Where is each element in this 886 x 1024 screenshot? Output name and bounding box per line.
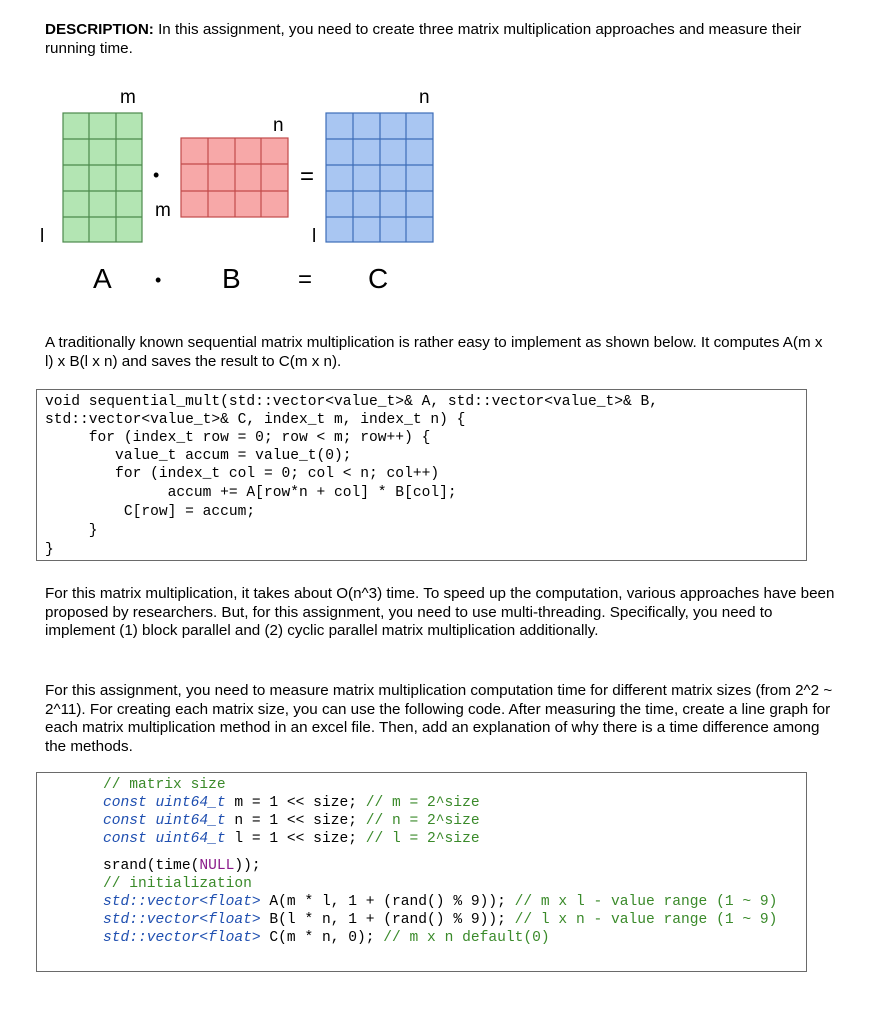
code-line: C[row] = accum; [45,504,256,520]
matrix-a-fill [63,113,142,242]
code-line [103,911,777,929]
sequential-code-block [36,389,807,561]
code-type: <float> [199,894,261,910]
code-comment: // matrix size [103,777,226,793]
code-line [103,812,480,830]
code-keyword: std::vector [103,912,200,928]
matrix-a-grid [62,112,144,244]
code-keyword: std::vector [103,894,200,910]
equation-equals-symbol: = [298,266,313,293]
code-comment: // n = 2^size [365,813,480,829]
code-type: <float> [199,912,261,928]
code-comment: // l = 2^size [365,831,480,847]
matrix-c-name: C [368,263,389,294]
code-comment: // m = 2^size [365,795,480,811]
measurement-paragraph: For this assignment, you need to measure matrix multiplication computation time for different matrix sizes (from 2^2 ~ 2^11). For creating each matrix size, you can use the following code. After measuring the time, create a line graph for each matrix multiplication method in an excel file. Then, add an explanation of why there is a time difference among the methods. [45,682,833,755]
matrix-c-grid [325,112,435,244]
code-macro: NULL [199,858,235,874]
intro-paragraph: A traditionally known sequential matrix multiplication is rather easy to implement as shown below. It computes A(m x l) x B(l x n) and saves the result to C(m x n). [45,334,823,370]
code-line: for (index_t col = 0; col < n; col++) [45,466,440,482]
code-keyword: const uint64_t [103,813,226,829]
code-keyword: const uint64_t [103,795,226,811]
code-text: C(m * n, 0); [260,930,384,946]
equation-dot-symbol: • [155,270,162,290]
code-line: } [45,523,98,539]
matrix-a-top-label: m [120,87,136,108]
code-text: A(m * l, 1 + (rand() % 9)); [260,894,515,910]
matrix-b-grid [180,137,290,219]
code-line: value_t accum = value_t(0); [45,448,352,464]
matrix-c-top-label: n [419,87,430,108]
code-comment: // m x l - value range (1 ~ 9) [514,894,778,910]
complexity-paragraph: For this matrix multiplication, it takes about O(n^3) time. To speed up the computation, various approaches have been proposed by researchers. But, for this assignment, you need to use multi-threading. Specifically, you need to implement (1) block parallel and (2) cyclic parallel matrix multiplication additionally. [45,585,835,639]
matrix-a-side-label: l [40,226,45,247]
code-keyword: std::vector [103,930,200,946]
code-line [103,929,550,947]
code-text: B(l * n, 1 + (rand() % 9)); [260,912,515,928]
code-comment: // initialization [103,876,252,892]
matrix-c-side-label: l [312,226,317,247]
code-comment: // m x n default(0) [383,930,550,946]
code-text: )); [234,858,261,874]
matrix-b-name: B [222,263,241,294]
description-paragraph [45,21,825,58]
matrix-a-name: A [93,263,112,294]
code-keyword: const uint64_t [103,831,226,847]
grid-dot-symbol: • [153,165,160,185]
code-comment: // l x n - value range (1 ~ 9) [514,912,778,928]
description-heading: DESCRIPTION: [45,21,154,38]
code-line: for (index_t row = 0; row < m; row++) { [45,430,431,446]
code-text: l = 1 << size; [225,831,366,847]
code-line: void sequential_mult(std::vector<value_t>& A, std::vector<value_t>& B, [45,394,659,410]
initialization-code-block [36,772,807,972]
code-line: } [45,542,54,558]
code-text: m = 1 << size; [225,795,366,811]
code-line: std::vector<value_t>& C, index_t m, index_t n) { [45,412,466,428]
code-line [103,830,480,848]
code-type: <float> [199,930,261,946]
code-text: n = 1 << size; [225,813,366,829]
matrix-b-top-label: n [273,115,284,136]
code-text: srand(time( [103,858,200,874]
code-line: accum += A[row*n + col] * B[col]; [45,485,457,501]
matrix-diagram [0,80,886,310]
code-line [103,857,261,875]
matrix-b-side-label: m [155,200,171,221]
grid-equals-symbol: = [300,163,315,190]
code-line [103,893,777,911]
description-text: In this assignment, you need to create three matrix multiplication approaches and measure their running time. [45,21,802,57]
code-line [103,794,480,812]
